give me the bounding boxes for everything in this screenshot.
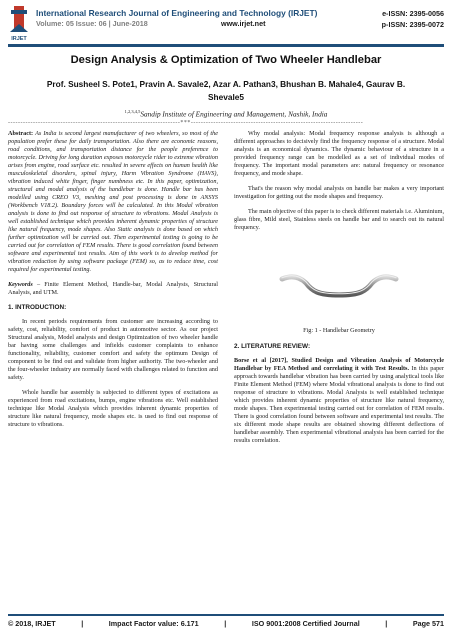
literature-paragraph — [234, 357, 444, 445]
journal-website[interactable]: www.irjet.net — [221, 19, 266, 28]
literature-text: In this paper approach towards handlebar vibration has been carried by using analytical tools like Finite Element Method (FEM) where Modal vibrational analysis is done to find out response of structure to vibrations. Modal Analysis is well established technique which provides inherent dynamic properties of structure like natural frequency, mode shapes. Then experimental testing carried out for correlation of FEM results. There is good correlation found between software and experimental test results. The six different mode shape results are obtained showing different deflections of handlebar assembly. Then experimental vibrational analysis has been carried for the results correlation. — [234, 365, 444, 444]
handlebar-image — [234, 239, 444, 323]
abstract-label: Abstract: — [8, 130, 34, 137]
irjet-logo — [8, 6, 30, 42]
left-column — [8, 130, 218, 436]
section-separator: ---------------------------------------------------------------------***--------------------------------------------------------------------- — [8, 120, 364, 126]
volume-line: Volume: 05 Issue: 06 | June-2018 — [36, 19, 148, 28]
journal-name: International Research Journal of Engineering and Technology — [36, 8, 286, 18]
affiliation-text: Sandip Institute of Engineering and Management, Nashik, India — [140, 109, 328, 119]
keywords — [8, 281, 218, 297]
intro-paragraph-2: Whole handle bar assembly is subjected to different types of excitations as experienced from road excitations, bumps, engine vibrations etc. Well established technique like Modal Analysis which provides inherent dynamic properties of structure like natural frequency, mode shapes etc. is used to find out response of structure to vibrations. — [8, 389, 218, 428]
footer-sep: | — [81, 619, 84, 628]
intro-paragraph-1: In recent periods requirements from customer are increasing according to safety, cost, reliability, comfort of product in automotive sector. As our project Structural analysis, Model analysis and design Optimization of two wheeler handle bar having some challenges and infields customer complaints to enhance functionality, reliability, customer comfort and safety the optimum Design of component to be find out and validate from higher authority. The two-wheeler and the four-wheeler industry are normally faced with challenges related to function and safety. — [8, 318, 218, 381]
footer-iso: ISO 9001:2008 Certified Journal — [251, 619, 360, 628]
abstract — [8, 130, 218, 274]
figure-caption: Fig: 1 - Handlebar Geometry — [303, 327, 375, 334]
affiliation — [0, 109, 452, 118]
footer-copyright: © 2018, IRJET — [8, 619, 56, 628]
affiliation-sup: 1,2,3,4,5 — [124, 109, 141, 114]
pissn: p-ISSN: 2395-0072 — [381, 20, 444, 29]
right-column — [234, 130, 444, 452]
logo-text: IRJET — [11, 36, 27, 42]
reason-paragraph: That's the reason why modal analysis on handle bar makes a very important investigation for getting out the mode shapes and frequency. — [234, 185, 444, 200]
paper-authors: Prof. Susheel S. Pote1, Pravin A. Savale2, Azar A. Pathan3, Bhushan B. Mahale4, Gaurav B. Shevale5 — [46, 79, 406, 102]
modal-paragraph: Why modal analysis: Modal frequency response analysis is although a different approaches to decisively find the frequency response of a structure. Modal analysis is an economical dynamics. The dynamic behaviour of a structure in a provided frequency range can be modelled as a set of individual modes of frequency. The important modal parameters are: natural frequency or resonance frequency, and mode shape. — [234, 130, 444, 177]
header-rule — [8, 44, 444, 47]
abstract-text: As India is second largest manufacturer of two wheelers, so most of the population prefer these for daily transportation. Also there are economic reasons, road conditions, and transportation distance for the people preference to motorcycle. Driving for long duration exposes motorcycle rider to extreme vibration arises from engine, road surface etc. resulted in severe effects on human health like musculoskeletal disorders, spinal injury, Harm Vibration Syndrome (HAVS), vibration induced white finger, finger numbness etc. In this paper, optimization, structural and modal analysis of the handlebar is done. Handle bar has been modelled using CREO V3, meshing and post processing is done in ANSYS (Workbench V18.2). Boundary forces will be calculated. In this Modal vibration analysis is done to find out response of structure to vibrations. Modal Analysis is well established technique which provides inherent dynamic properties of structure like natural frequency, mode shapes. Also Static analysis is done based on which further optimization will be carried out. Then experimental testing is going to be carried out for correlation of FEM results. There is good correlation found between software and experimental test results. Aim of this work is to develop method for vibration reduction by using software package (FEM) so, as to reduce time, cost required for experimental testing. — [8, 130, 218, 273]
keywords-label: Keywords — [8, 281, 33, 288]
footer-sep: | — [385, 619, 388, 628]
literature-heading: 2. LITERATURE REVIEW: — [234, 343, 311, 350]
intro-heading: 1. INTRODUCTION: — [8, 304, 67, 311]
cite-title: Studied Design and Vibration Analysis of Motorcycle Handlebar by FEA Method and correlating it with Test Results. — [234, 357, 444, 372]
cite-author: Borse et al [2017], — [234, 357, 288, 364]
journal-footer — [8, 619, 444, 628]
journal-abbr: (IRJET) — [288, 8, 318, 18]
objective-paragraph: The main objective of this paper is to check different materials i.e. Aluminium, glass fibre, Mild steel, Stainless steels on handle bar and to search out its natural frequency. — [234, 208, 444, 231]
footer-sep: | — [224, 619, 227, 628]
journal-title — [36, 8, 317, 18]
handlebar-figure — [234, 239, 444, 323]
issn-block — [382, 8, 444, 30]
keywords-text: – Finite Element Method, Handle-bar, Modal Analysis, Structural Analysis, and UTM. — [8, 281, 218, 296]
paper-title: Design Analysis & Optimization of Two Wheeler Handlebar — [70, 54, 382, 66]
footer-rule — [8, 614, 444, 616]
footer-impact-factor: Impact Factor value: 6.171 — [108, 619, 199, 628]
footer-page-number: Page 571 — [412, 619, 444, 628]
eissn: e-ISSN: 2395-0056 — [382, 9, 444, 18]
journal-header — [0, 4, 452, 48]
